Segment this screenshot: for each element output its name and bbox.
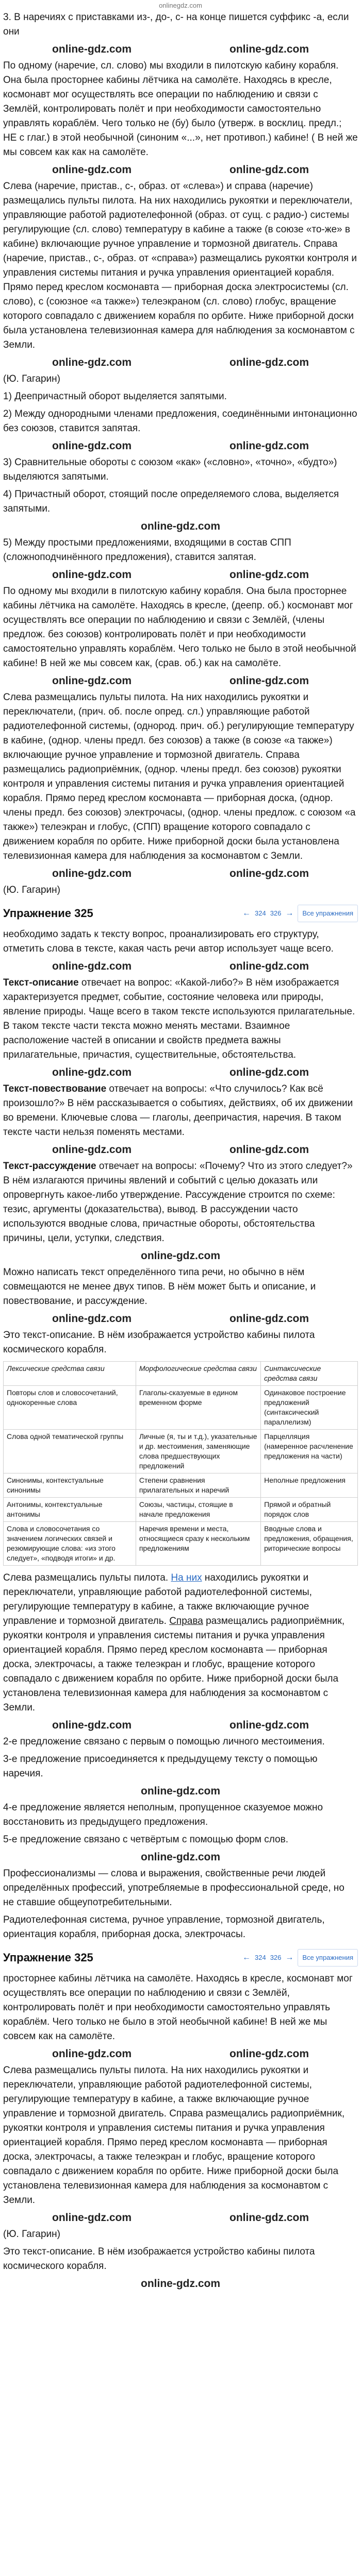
term-description: Текст-описание	[3, 977, 79, 988]
cohesion-means-table	[3, 1361, 358, 1566]
link-note-4: 5-е предложение связано с четвёртым с помощью форм слов.	[3, 1834, 288, 1845]
table-cell: Неполные предложения	[261, 1473, 358, 1498]
watermark-row	[3, 674, 358, 688]
table-row	[4, 1430, 358, 1473]
watermark: online-gdz.com	[229, 357, 309, 368]
table-cell: Слова и словосочетания со значением логических связей и резюмирующие слова: «из этого следует», «подводя итоги» и др.	[4, 1522, 136, 1566]
table-cell: Одинаковое построение предложений (синтаксический параллелизм)	[261, 1386, 358, 1430]
prev-exercise-link[interactable]: 324	[254, 1954, 266, 1961]
intro-paragraph-1: 3. В наречиях с приставками из-, до-, с- на конце пишется суффикс -а, если они	[3, 12, 349, 37]
table-row	[4, 1522, 358, 1566]
analysis-text: Слева размещались пульты пилота.	[3, 1572, 171, 1583]
watermark-row	[3, 42, 358, 57]
term-description-text: отвечает на вопрос: «Какой-либо?» В нём изображается характеризуется предмет, событие, состояние человека или природы, явление природы. Чаще всего в таком тексте используются прилагательные. В таком тексте части текста можно менять местами. Взаимное расположение частей в описании и свойств предмета важны прилагательные, причастия, существительные, обстоятельства.	[3, 977, 355, 1060]
highlighted-adverb: Справа	[169, 1616, 203, 1626]
watermark: online-gdz.com	[52, 164, 132, 176]
watermark: online-gdz.com	[229, 569, 309, 581]
table-cell: Союзы, частицы, стоящие в начале предложения	[136, 1498, 260, 1522]
text-type-description	[3, 976, 358, 1062]
watermark: online-gdz.com	[229, 440, 309, 452]
table-cell: Повторы слов и словосочетаний, однокоренные слова	[4, 1386, 136, 1430]
watermark: online-gdz.com	[229, 164, 309, 176]
watermark: online-gdz.com	[52, 569, 132, 581]
watermark: online-gdz.com	[52, 1066, 132, 1078]
watermark-row	[3, 1249, 358, 1263]
watermark: online-gdz.com	[52, 440, 132, 452]
watermark-row	[3, 867, 358, 881]
watermark: online-gdz.com	[141, 1785, 220, 1797]
watermark: online-gdz.com	[52, 1313, 132, 1325]
exercise-nav	[242, 1949, 358, 1967]
text-type-narration	[3, 1082, 358, 1140]
exercise-header	[3, 905, 358, 922]
table-header-cell: Синтаксические средства связи	[261, 1362, 358, 1386]
rule-item-1: 1) Деепричастный оборот выделяется запятыми.	[3, 391, 227, 402]
table-cell: Вводные слова и предложения, обращения, риторические вопросы	[261, 1522, 358, 1566]
arrow-left-icon[interactable]: ←	[242, 909, 251, 918]
watermark: online-gdz.com	[52, 675, 132, 687]
table-header-row	[4, 1362, 358, 1386]
watermark-row	[3, 1850, 358, 1865]
watermark: online-gdz.com	[52, 960, 132, 972]
table-row	[4, 1473, 358, 1498]
watermark: online-gdz.com	[141, 1250, 220, 1262]
watermark: online-gdz.com	[52, 868, 132, 879]
watermark: online-gdz.com	[229, 675, 309, 687]
table-cell: Глаголы-сказуемые в едином временном форме	[136, 1386, 260, 1430]
watermark: online-gdz.com	[141, 520, 220, 532]
term-narration-text: отвечает на вопросы: «Что случилось? Как всё произошло?» В нём рассказывается о событиях, действиях, об их движении во времени. Ключевые слова — глаголы, деепричастия, наречия. В таком тексте части нельзя поменять местами.	[3, 1083, 353, 1138]
rule-item-3: 3) Сравнительные обороты с союзом «как» («словно», «точно», «будто») выделяются запятыми.	[3, 457, 337, 482]
watermark: online-gdz.com	[229, 2212, 309, 2224]
arrow-right-icon[interactable]: →	[285, 909, 294, 918]
term-narration: Текст-повествование	[3, 1083, 107, 1094]
table-header-cell: Морфологические средства связи	[136, 1362, 260, 1386]
watermark: online-gdz.com	[229, 960, 309, 972]
text-type-reasoning	[3, 1159, 358, 1246]
main-content	[0, 10, 361, 2291]
annotated-paragraph-1: По одному мы входили в пилотскую кабину корабля. Она была просторнее кабины лётчика на самолёте. Находясь в кресле, (деепр. об.) космонавт мог осуществлять все операции по наблюдению и связи с Землёй, (члены предлож. без союзов) контролировать полёт и при необходимости самостоятельно управлять кораблём. Чего только не было в этой необычной кабине! В ней же мы совсем как, (срав. об.) как на самолёте.	[3, 586, 356, 669]
analysis-text: размещались радиоприёмник, рукоятки контроля и управления системы питания и ручка управления ориентацией корабля. Прямо перед креслом космонавта — приборная доска, электрочасы, а также телеэкран и глобус, вращение которого совпадало с движением корабля по орбите. Ниже приборной доски была установлена телевизионная камера для наблюдения за космонавтом с Земли.	[3, 1616, 345, 1713]
repeat-paragraph-2: Слева размещались пульты пилота. На них находились рукоятки и переключатели, управляющие работой радиотелефонной системы, регулирующие температуру в кабине, а также включающие ручное управление и тормозной двигатель. Справа размещались радиоприёмник, рукоятки контроля и управления системы питания и ручка управления ориентацией корабля. Прямо перед креслом космонавта — приборная доска, электрочасы, а также телеэкран и глобус, вращение которого совпадало с движением корабля по орбите. Ниже приборной доски была установлена телевизионная камера для наблюдения за космонавтом с Земли.	[3, 2065, 345, 2206]
analysis-text: находились рукоятки и переключатели, управляющие работой радиотелефонной системы, регулирующие температуру в кабине, а также включающие ручное управление и тормозной двигатель.	[3, 1572, 312, 1626]
watermark: online-gdz.com	[229, 1719, 309, 1731]
watermark: online-gdz.com	[141, 2278, 220, 2290]
watermark: online-gdz.com	[229, 2048, 309, 2060]
link-note-1: 2-е предложение связано с первым о помощью личного местоимения.	[3, 1736, 325, 1747]
watermark-row	[3, 519, 358, 534]
watermark-row	[3, 2211, 358, 2225]
prev-exercise-link[interactable]: 324	[254, 909, 266, 917]
watermark-row	[3, 439, 358, 453]
term-reasoning: Текст-рассуждение	[3, 1161, 96, 1172]
intro-paragraph-2: По одному (наречие, сл. слово) мы входили в пилотскую кабину корабля. Она была просторнее кабины лётчика на самолёте. Находясь в кресле, космонавт мог осуществлять все операции по наблюдению и связи с Землёй, контролировать полёт и при необходимости самостоятельно управлять кораблём. Чего только не (бу) было (утверж. в восклиц. предл.; НЕ с глаг.) в этой необычной (синоним «...», нет противоп.) кабине! ( В ней же мы совсем как как на самолёте.	[3, 60, 358, 158]
watermark-row	[3, 1784, 358, 1799]
site-logo[interactable]: onlinegdz.com	[159, 2, 202, 9]
watermark-row	[3, 1143, 358, 1157]
table-cell: Парцелляция (намеренное расчленение предложения на части)	[261, 1430, 358, 1473]
all-exercises-button[interactable]: Все упражнения	[298, 905, 358, 922]
rule-item-5: 5) Между простыми предложениями, входящими в состав СПП (сложноподчинённого предложения), ставится запятая.	[3, 537, 291, 563]
watermark: online-gdz.com	[229, 43, 309, 55]
watermark: online-gdz.com	[52, 2212, 132, 2224]
professionalisms-list: Радиотелефонная система, ручное управление, тормозной двигатель, ориентация корабля, приборная доска, электрочасы.	[3, 1914, 325, 1940]
arrow-right-icon[interactable]: →	[285, 1953, 294, 1962]
exercise-header	[3, 1949, 358, 1967]
watermark: online-gdz.com	[141, 1851, 220, 1863]
table-cell: Наречия времени и места, относящиеся сразу к нескольким предложениям	[136, 1522, 260, 1566]
watermark: online-gdz.com	[229, 868, 309, 879]
body-paragraph-6: Это текст-описание. В нём изображается устройство кабины пилота космического корабля.	[3, 1330, 315, 1355]
watermark-row	[3, 959, 358, 974]
watermark-row	[3, 2277, 358, 2291]
highlighted-pronoun: На них	[171, 1572, 202, 1583]
table-cell: Слова одной тематической группы	[4, 1430, 136, 1473]
table-row	[4, 1498, 358, 1522]
body-paragraph-5: Можно написать текст определённого типа речи, но обычно в нём совмещаются не менее двух типов. В нём может быть и описание, и повествование, и рассуждение.	[3, 1267, 316, 1307]
table-cell: Антонимы, контекстуальные антонимы	[4, 1498, 136, 1522]
table-cell: Личные (я, ты и т.д.), указательные и др. местоимения, заменяющие слова предшествующих предложений	[136, 1430, 260, 1473]
watermark: online-gdz.com	[52, 357, 132, 368]
watermark-row	[3, 1312, 358, 1326]
exercise-nav	[242, 905, 358, 922]
watermark-row	[3, 1718, 358, 1733]
body-paragraph-1: необходимо задать к тексту вопрос, проанализировать его структуру, отметить слова в тексте, какая часть речи автор использует чаще всего.	[3, 929, 334, 954]
watermark-row	[3, 355, 358, 370]
watermark: online-gdz.com	[229, 1144, 309, 1156]
annotated-paragraph-2: Слева размещались пульты пилота. На них находились рукоятки и переключатели, (прич. об. после опред. сл.) управляющие работой радиотелефонной системы, (однород. прич. об.) регулирующие температуру в кабине, (однор. члены предл. без союзов) а также (в союзе «а также») включающие ручное управление и тормозной двигатель. Справа размещались радиоприёмник, (однор. члены предл. без союзов) рукоятки контроля и управления системы питания и ручка управления ориентацией корабля. Прямо перед креслом космонавта — приборная доска, (однор. члены предл. без союзов) электрочасы, (однор. члены предлож. с союзом «а также») телеэкран и глобус, (СПП) вращение которого совпадало с движением корабля по орбите. Ниже приборной доски была установлена телевизионная камера для наблюдения за космонавтом с Земли.	[3, 692, 356, 861]
link-note-3: 4-е предложение является неполным, пропущенное сказуемое можно восстановить из предыдущего предложения.	[3, 1802, 323, 1827]
analysis-paragraph	[3, 1571, 358, 1715]
intro-paragraph-3: Слева (наречие, пристав., с-, образ. от «слева») и справа (наречие) размещались пульты пилота. На них находились рукоятки и переключатели, управляющие работой радиотелефонной (образ. от сущ. с радио-) системы регулирующие (сл. слово) температуру в кабине а также (в союзе «то-же» в кабине) включающие ручное управление и тормозной двигатель. Справа (наречие, пристав., с-, образ. от «справа») размещались рукоятки контроля и управления системы питания и ручка управления ориентацией корабля. Прямо перед креслом космонавта — приборная доска электросистемы (сл. слово), с (союзное «а также») телеэкраном (сл. слово) глобус, вращение которого совпадало с движением корабля по орбите. Ниже приборной доски была установлена телевизионная камера для наблюдения за космонавтом с Земли.	[3, 181, 357, 350]
author-signature: (Ю. Гагарин)	[3, 2229, 60, 2240]
professionalisms-definition: Профессионализмы — слова и выражения, свойственные речи людей определённых профессий, употребляемые в профессиональной среде, но не ставшие общеупотребительными.	[3, 1868, 344, 1908]
rule-item-4: 4) Причастный оборот, стоящий после определяемого слова, выделяется запятыми.	[3, 489, 339, 514]
author-signature: (Ю. Гагарин)	[3, 885, 60, 895]
watermark: online-gdz.com	[229, 1313, 309, 1325]
exercise-title: Упражнение 325	[3, 1951, 93, 1964]
repeat-paragraph-1: просторнее кабины лётчика на самолёте. Находясь в кресле, космонавт мог осуществлять все операции по наблюдению и связи с Землёй, контролировать полёт и при необходимости самостоятельно управлять кораблём. Чего только не было в этой необычной кабине! В ней же мы совсем как на самолёте.	[3, 1973, 353, 2042]
table-cell: Степени сравнения прилагательных и наречий	[136, 1473, 260, 1498]
link-note-2: 3-е предложение присоединяется к предыдущему тексту о помощью наречия.	[3, 1754, 318, 1779]
table-cell: Прямой и обратный порядок слов	[261, 1498, 358, 1522]
watermark-row	[3, 1065, 358, 1080]
repeat-paragraph-3: Это текст-описание. В нём изображается устройство кабины пилота космического корабля.	[3, 2246, 315, 2272]
table-cell: Синонимы, контекстуальные синонимы	[4, 1473, 136, 1498]
watermark: online-gdz.com	[52, 1719, 132, 1731]
arrow-left-icon[interactable]: ←	[242, 1953, 251, 1962]
next-exercise-link[interactable]: 326	[270, 1954, 282, 1961]
all-exercises-button[interactable]: Все упражнения	[298, 1949, 358, 1967]
author-signature: (Ю. Гагарин)	[3, 374, 60, 384]
watermark: online-gdz.com	[229, 1066, 309, 1078]
watermark: online-gdz.com	[52, 43, 132, 55]
watermark-row	[3, 163, 358, 177]
watermark: online-gdz.com	[52, 2048, 132, 2060]
watermark-row	[3, 568, 358, 582]
rule-item-2: 2) Между однородными членами предложения, соединёнными интонационно без союзов, ставится запятая.	[3, 409, 357, 434]
watermark-row	[3, 2047, 358, 2061]
next-exercise-link[interactable]: 326	[270, 909, 282, 917]
table-row	[4, 1386, 358, 1430]
watermark: online-gdz.com	[52, 1144, 132, 1156]
term-reasoning-text: отвечает на вопросы: «Почему? Что из этого следует?» В нём излагаются причины явлений и событий с целью доказать или опровергнуть какое-либо утверждение. Рассуждение строится по схеме: тезис, аргументы (доказательства), вывод. В рассуждении часто используются вводные слова, причастные обороты, обстоятельства причины, цели, уступки, следствия.	[3, 1161, 353, 1244]
exercise-title: Упражнение 325	[3, 907, 93, 920]
table-header-cell: Лексические средства связи	[4, 1362, 136, 1386]
